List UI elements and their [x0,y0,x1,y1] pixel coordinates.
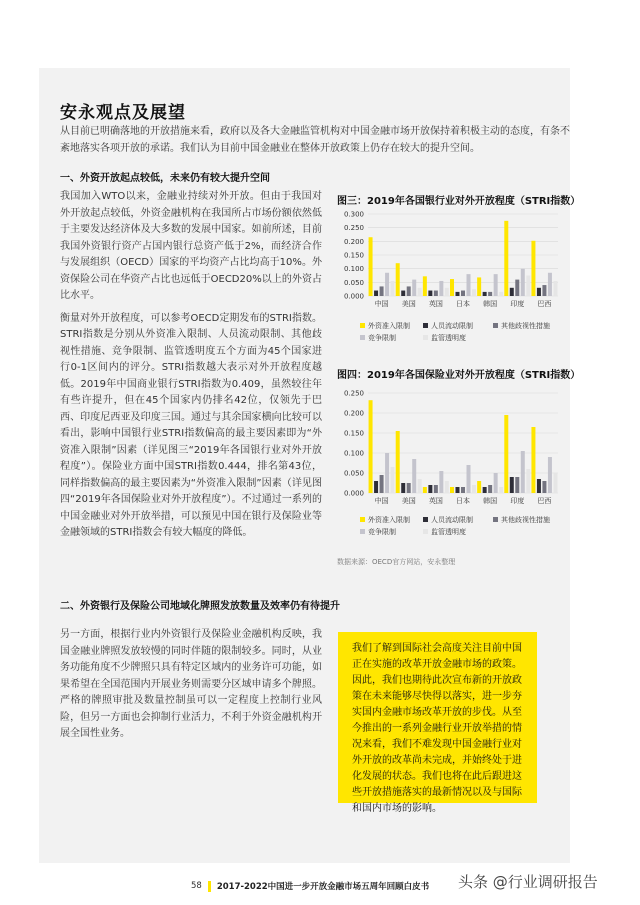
y-tick-label: 0.250 [343,389,364,398]
x-tick-label: 中国 [374,497,389,505]
y-tick-label: 0.200 [343,237,364,246]
legend-label: 监管透明度 [431,334,466,342]
legend-swatch [493,517,498,522]
bar-英国-监管透明度 [445,288,449,296]
y-tick-label: 0.150 [343,251,364,260]
bar-日本-其他歧视性措施 [461,291,465,296]
footer-title: 2017-2022中国进一步开放金融市场五周年回顾白皮书 [216,882,430,892]
bar-韩国-外资准入限制 [477,277,481,296]
bar-美国-竞争限制 [412,280,416,296]
legend-swatch [423,335,428,340]
x-tick-label: 英国 [428,300,443,308]
bar-中国-外资准入限制 [369,400,373,493]
x-tick-label: 美国 [401,300,416,308]
x-tick-label: 巴西 [537,497,552,505]
bar-巴西-竞争限制 [548,273,552,296]
section-2-heading: 二、外资银行及保险公司地域化牌照发放数量及效率仍有待提升 [60,601,340,612]
bar-日本-人员流动限制 [456,292,460,296]
legend-swatch [423,323,428,328]
bar-韩国-监管透明度 [499,487,503,493]
y-tick-label: 0.000 [343,489,364,498]
bar-日本-竞争限制 [467,465,471,493]
insurance-stri-chart [330,383,565,538]
bar-中国-竞争限制 [385,453,389,493]
bar-巴西-其他歧视性措施 [542,285,546,296]
bar-美国-人员流动限制 [401,291,405,296]
legend-swatch [360,529,365,534]
y-tick-label: 0.100 [343,265,364,274]
x-tick-label: 英国 [428,497,443,505]
bar-巴西-外资准入限制 [531,427,535,493]
y-tick-label: 0.050 [343,278,364,287]
watermark: 头条 @行业调研报告 [458,873,598,891]
bar-中国-监管透明度 [391,281,395,296]
legend-label: 监管透明度 [431,528,466,536]
section-1-paragraph-2: 衡量对外开放程度，可以参考OECD定期发布的STRI指数。STRI指数是分别从外资准入限制、人员流动限制、其他歧视性措施、竞争限制、监管透明度五个方面为45个国家进行0-1区间内的评分。STRI指数越大表示对外开放程度越低。2019年中国商业银行STRI指数为0.409，虽然较往年有些许提升，但在45个国家内仍排名42位，仅领先于巴西、印度尼西亚及印度三国。通过与其余国家横向比较可以看出，影响中国银行业STRI指数偏高的最主要因素即为“外资准入限制”因素（详见图三“2019年各国银行业对外开放程度”）。保险业方面中国STRI指数0.444，排名第43位，同样指数偏高的最主要因素为“外资准入限制”因素（详见图四“2019年各国保险业对外开放程度”）。不过通过一系列的中国金融业对外开放举措，可以预见中国在银行及保险业等金融领域的STRI指数会有较大幅度的降低。 [60,312,322,538]
bar-美国-外资准入限制 [396,263,400,296]
legend-label: 其他歧视性措施 [501,516,550,524]
bar-中国-其他歧视性措施 [380,475,384,493]
y-tick-label: 0.150 [343,429,364,438]
bar-美国-其他歧视性措施 [407,286,411,296]
page-title: 安永观点及展望 [60,103,186,123]
y-tick-label: 0.300 [343,210,364,219]
bar-日本-人员流动限制 [456,487,460,493]
bar-印度-人员流动限制 [510,477,514,493]
bar-印度-竞争限制 [521,451,525,493]
x-tick-label: 日本 [456,497,470,505]
bar-印度-外资准入限制 [504,415,508,493]
intro-paragraph: 从目前已明确落地的开放措施来看，政府以及各大金融监管机构对中国金融市场开放保持着积极主动的态度，有条不紊地落实各项开放的承诺。我们认为目前中国金融业在整体开放政策上仍存在较大的提升空间。 [60,126,570,154]
x-tick-label: 日本 [456,300,470,308]
y-tick-label: 0.100 [343,449,364,458]
bar-日本-外资准入限制 [450,279,454,296]
x-tick-label: 印度 [510,497,525,505]
bar-中国-其他歧视性措施 [380,286,384,296]
bar-印度-外资准入限制 [504,221,508,296]
legend-label: 人员流动限制 [431,322,473,330]
bar-印度-监管透明度 [526,469,530,493]
bar-巴西-监管透明度 [553,281,557,296]
bar-巴西-外资准入限制 [531,241,535,296]
bar-中国-监管透明度 [391,467,395,493]
bar-英国-外资准入限制 [423,487,427,493]
bar-中国-外资准入限制 [369,237,373,296]
bar-印度-监管透明度 [526,276,530,297]
bar-中国-人员流动限制 [374,291,378,296]
legend-label: 外资准入限制 [368,322,410,330]
bar-美国-其他歧视性措施 [407,483,411,493]
section-1-body [60,189,322,548]
x-tick-label: 巴西 [537,300,552,308]
bar-韩国-监管透明度 [499,292,503,296]
x-tick-label: 中国 [374,300,389,308]
bar-日本-其他歧视性措施 [461,487,465,493]
bar-日本-外资准入限制 [450,487,454,493]
legend-label: 竞争限制 [368,528,396,536]
bar-中国-竞争限制 [385,273,389,296]
chart-3-title: 图三：2019年各国银行业对外开放程度（STRI指数） [337,196,581,207]
bar-英国-外资准入限制 [423,276,427,296]
footer-accent-bar [208,881,211,892]
bar-日本-竞争限制 [467,274,471,296]
legend-label: 其他歧视性措施 [501,322,550,330]
bar-韩国-竞争限制 [494,473,498,493]
chart-4-title: 图四：2019年各国保险业对外开放程度（STRI指数） [337,370,581,381]
section-2-paragraph: 另一方面，根据行业内外资银行及保险业金融机构反映，我国金融业牌照发放较慢的同时伴随的限制较多。同时，从业务功能角度不少牌照只具有特定区域内的业务许可功能，如果希望在全国范围内开展业务则需要分区域申请多个牌照。严格的牌照审批及数量控制虽可以一定程度上控制行业风险，但另一方面也会抑制行业活力，不利于外资金融机构开展全国性业务。 [60,629,322,739]
page-footer [191,880,429,892]
x-tick-label: 韩国 [483,497,498,505]
bar-巴西-人员流动限制 [537,479,541,493]
bar-巴西-竞争限制 [548,457,552,493]
callout-text: 我们了解到国际社会高度关注目前中国正在实施的改革开放金融市场的政策。因此，我们也期待此次宣布新的开放政策在未来能够尽快得以落实，进一步夯实国内金融市场改革开放的步伐。从至今推出的一系列金融行业开放举措的情况来看，我们不难发现中国金融行业对外开放的改革尚未完成，并始终处于进化发展的状态。我们也将在此后跟进这些开放措施落实的最新情况以及与国际和国内市场的影响。 [352,643,522,814]
y-tick-label: 0.250 [343,224,364,233]
legend-swatch [360,323,365,328]
legend-label: 人员流动限制 [431,516,473,524]
x-tick-label: 韩国 [483,300,498,308]
bar-巴西-其他歧视性措施 [542,481,546,493]
bar-巴西-监管透明度 [553,473,557,493]
bar-英国-监管透明度 [445,481,449,493]
legend-swatch [493,323,498,328]
bar-美国-人员流动限制 [401,483,405,493]
bar-中国-人员流动限制 [374,481,378,493]
bar-美国-监管透明度 [418,479,422,493]
bar-韩国-外资准入限制 [477,481,481,493]
bar-美国-竞争限制 [412,459,416,493]
bar-英国-竞争限制 [439,471,443,493]
legend-swatch [423,517,428,522]
y-tick-label: 0.050 [343,469,364,478]
bar-印度-竞争限制 [521,269,525,296]
bar-英国-其他歧视性措施 [434,291,438,296]
banking-stri-chart [330,208,565,348]
bar-印度-人员流动限制 [510,288,514,296]
bar-韩国-人员流动限制 [483,487,487,493]
legend-swatch [360,335,365,340]
bar-韩国-其他歧视性措施 [488,292,492,296]
legend-swatch [423,529,428,534]
y-tick-label: 0.200 [343,409,364,418]
legend-label: 外资准入限制 [368,516,410,524]
bar-印度-其他歧视性措施 [515,477,519,493]
page-number: 58 [191,881,202,891]
bar-韩国-人员流动限制 [483,292,487,296]
legend-swatch [360,517,365,522]
bar-巴西-人员流动限制 [537,288,541,296]
data-source-note: 数据来源：OECD官方网站，安永整理 [337,558,456,566]
bar-英国-人员流动限制 [428,291,432,296]
y-tick-label: 0.000 [343,292,364,301]
x-tick-label: 美国 [401,497,416,505]
bar-日本-监管透明度 [472,289,476,296]
bar-英国-竞争限制 [439,281,443,296]
section-1-heading: 一、外资开放起点较低，未来仍有较大提升空间 [60,173,270,184]
bar-英国-人员流动限制 [428,485,432,493]
bar-美国-外资准入限制 [396,431,400,493]
bar-印度-其他歧视性措施 [515,280,519,296]
bar-韩国-竞争限制 [494,274,498,296]
bar-韩国-其他歧视性措施 [488,485,492,493]
section-1-paragraph-1: 我国加入WTO以来，金融业持续对外开放。但由于我国对外开放起点较低，外资金融机构在我国所占市场份额依然低于主要发达经济体及大多数的发展中国家。如前所述，目前我国外资银行资产占国内银行总资产低于2%，而经济合作与发展组织（OECD）国家的平均资产占比均高于10%。外资保险公司在华资产占比也远低于OECD20%以上的外资占比水平。 [60,191,322,301]
bar-英国-其他歧视性措施 [434,485,438,493]
bar-日本-监管透明度 [472,485,476,493]
bar-美国-监管透明度 [418,288,422,296]
x-tick-label: 印度 [510,300,525,308]
legend-label: 竞争限制 [368,334,396,342]
